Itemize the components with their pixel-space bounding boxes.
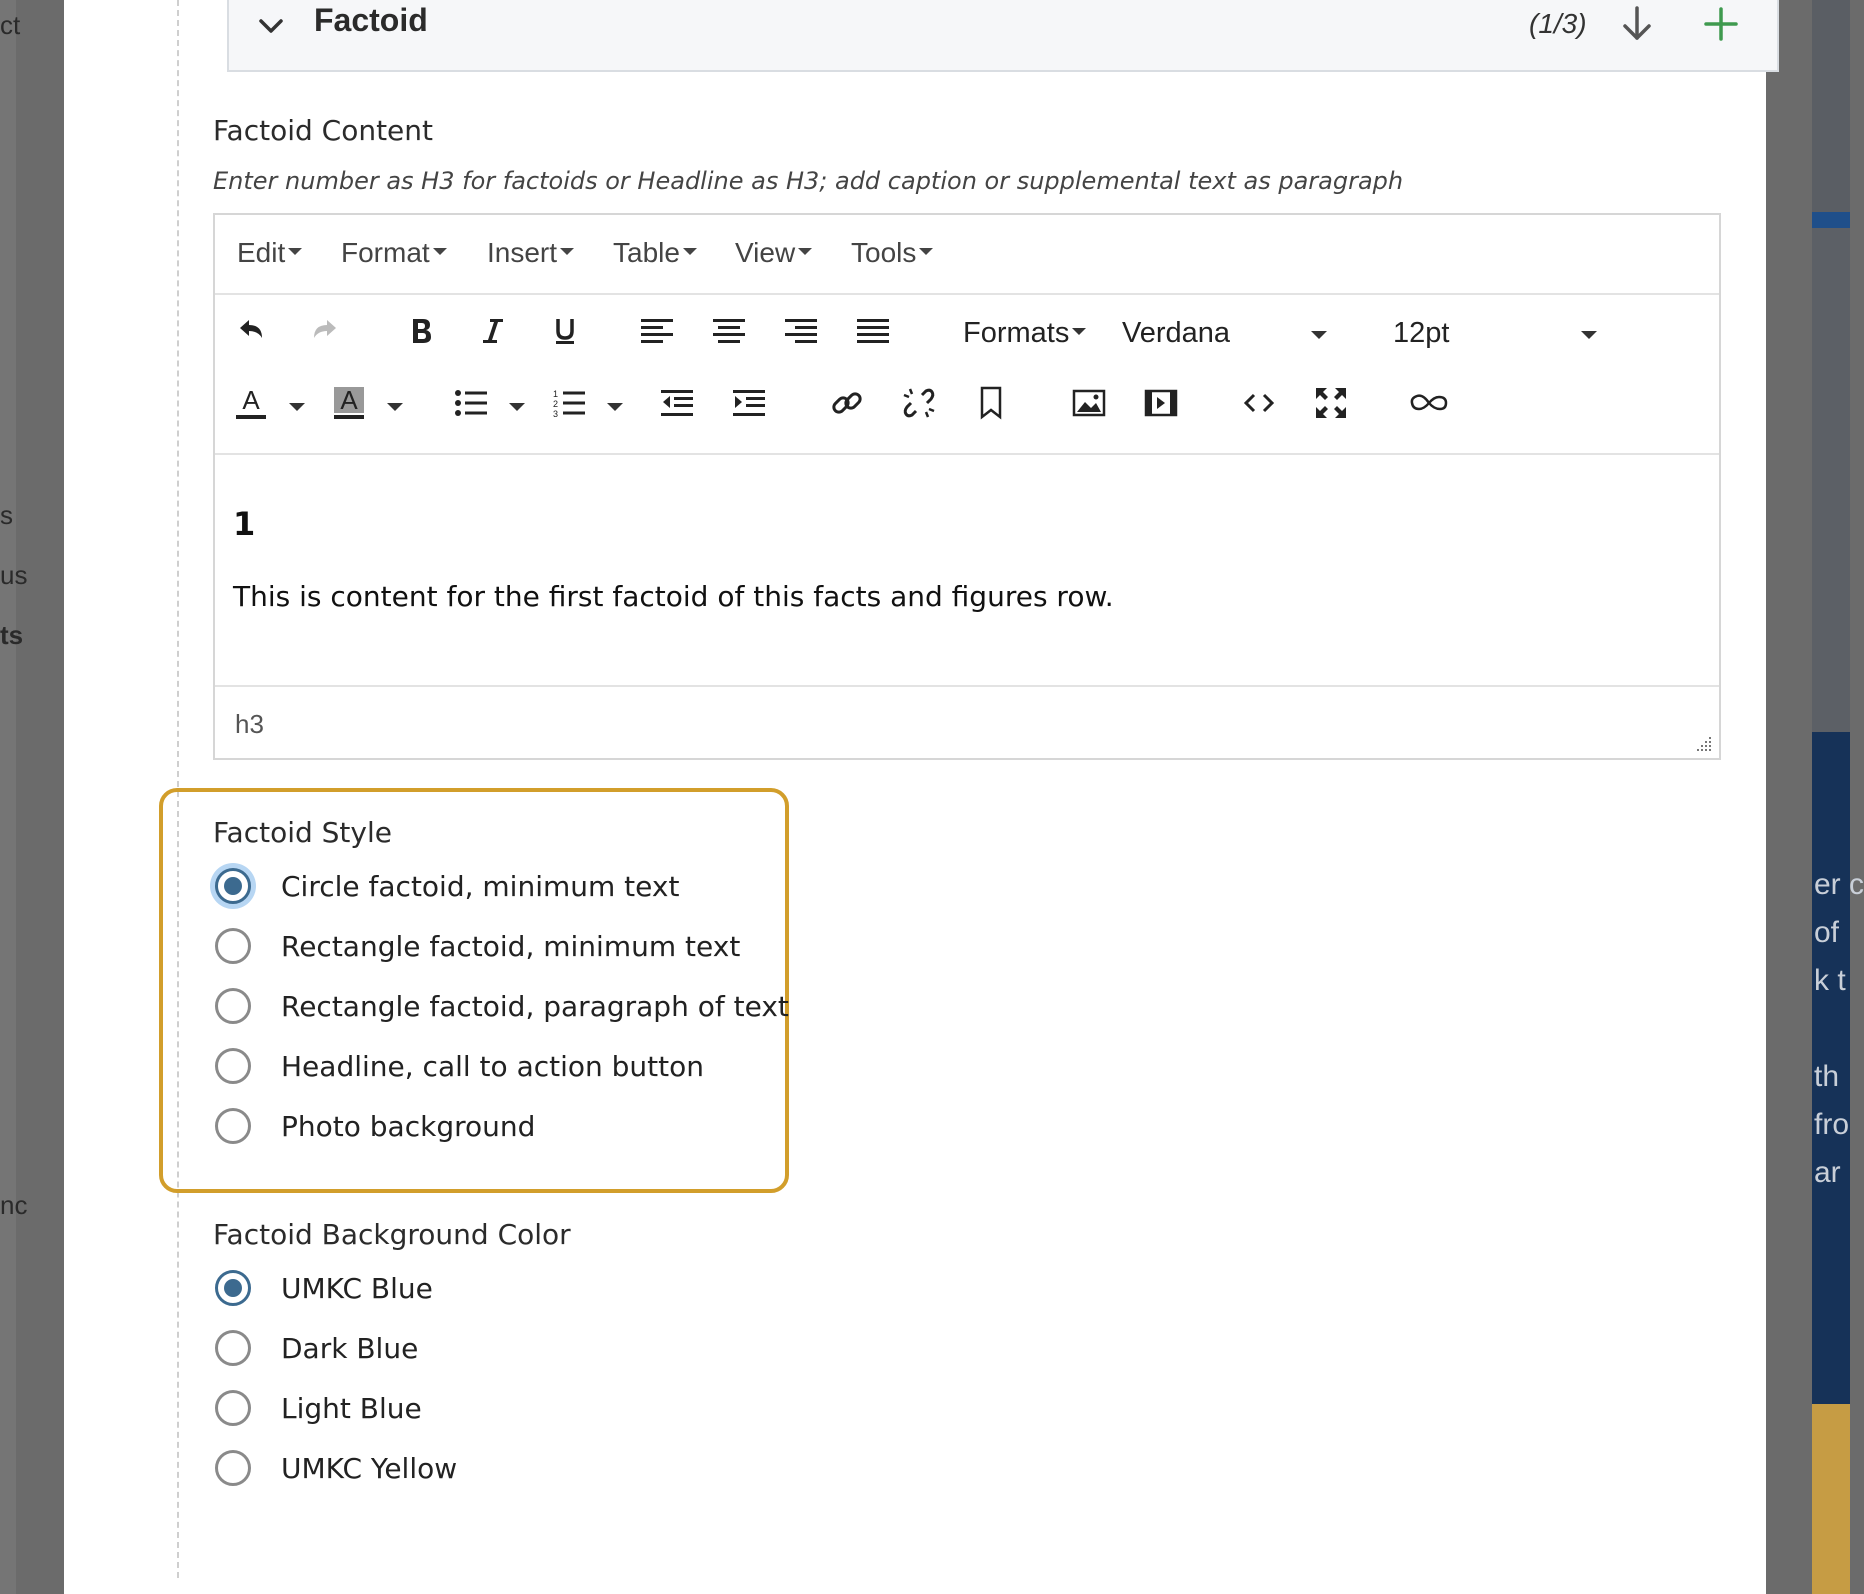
fullscreen-icon: [1314, 386, 1348, 420]
radio-button[interactable]: [215, 1108, 251, 1144]
align-right-button[interactable]: [779, 309, 823, 353]
background-text-fragment: s: [0, 500, 13, 530]
radio-dark-blue[interactable]: [215, 1323, 418, 1373]
radio-label: UMKC Blue: [281, 1271, 433, 1305]
rich-text-editor: [213, 213, 1721, 760]
text-color-icon: [234, 385, 268, 421]
radio-umkc-yellow[interactable]: [215, 1443, 457, 1493]
background-panel: [1812, 1404, 1850, 1594]
element-path[interactable]: h3: [235, 709, 264, 739]
background-panel: [1812, 228, 1850, 732]
svg-text:2: 2: [553, 399, 559, 409]
background-text-fragment: k t: [1814, 964, 1846, 997]
menu-table[interactable]: [613, 237, 697, 269]
underline-button[interactable]: [543, 309, 587, 353]
radio-light-blue[interactable]: [215, 1383, 422, 1433]
factoid-style-label: Factoid Style: [213, 816, 392, 849]
italic-icon: [478, 316, 508, 346]
radio-button[interactable]: [215, 1048, 251, 1084]
bold-icon: [406, 316, 436, 346]
radio-button[interactable]: [215, 1390, 251, 1426]
redo-icon: [310, 316, 340, 346]
source-code-button[interactable]: [1237, 381, 1281, 425]
svg-text:3: 3: [553, 409, 559, 419]
editor-content-area[interactable]: [215, 455, 1719, 698]
menu-view[interactable]: [735, 237, 812, 269]
background-text-fragment: fro: [1814, 1108, 1850, 1141]
background-panel: [1812, 0, 1850, 212]
accordion-title: Factoid: [314, 2, 428, 38]
anchor-link-button[interactable]: [1407, 381, 1451, 425]
caret-down-icon: [433, 248, 447, 255]
content-paragraph: This is content for the first factoid of this facts and figures row.: [233, 580, 1114, 613]
remove-link-button[interactable]: [897, 381, 941, 425]
radio-rectangle-minimum[interactable]: [215, 921, 740, 971]
radio-button[interactable]: [215, 928, 251, 964]
font-family-value: Verdana: [1122, 317, 1231, 349]
underline-icon: [550, 316, 580, 346]
indent-icon: [732, 388, 766, 418]
bold-button[interactable]: [399, 309, 443, 353]
editor-menubar: [215, 215, 1719, 295]
radio-button[interactable]: [215, 1330, 251, 1366]
background-accent-bar: [1812, 212, 1850, 228]
radio-button[interactable]: [215, 988, 251, 1024]
numbered-list-caret-icon[interactable]: [607, 403, 623, 411]
menu-table-label: Table: [613, 237, 680, 268]
radio-label: Dark Blue: [281, 1331, 419, 1365]
numbered-list-button[interactable]: [547, 381, 591, 425]
align-justify-icon: [856, 316, 890, 346]
formats-dropdown-label: Formats: [963, 317, 1070, 349]
menu-insert[interactable]: [487, 237, 574, 269]
content-heading: 1: [233, 505, 256, 543]
resize-grip-icon[interactable]: [1695, 735, 1713, 753]
background-color-icon: [332, 385, 366, 421]
radio-label: Rectangle factoid, minimum text: [281, 929, 741, 963]
caret-down-icon: [560, 248, 574, 255]
caret-down-icon: [683, 248, 697, 255]
menu-format[interactable]: [341, 237, 447, 269]
fullscreen-button[interactable]: [1309, 381, 1353, 425]
outdent-button[interactable]: [655, 381, 699, 425]
infinity-link-icon: [1409, 388, 1449, 418]
numbered-list-icon: [552, 388, 586, 418]
image-icon: [1072, 388, 1106, 418]
background-text-fragment: ar: [1814, 1156, 1841, 1189]
code-icon: [1242, 388, 1276, 418]
background-text-fragment: us: [0, 560, 28, 590]
background-text-fragment: er c: [1814, 868, 1864, 901]
align-left-button[interactable]: [635, 309, 679, 353]
indent-button[interactable]: [727, 381, 771, 425]
background-color-button[interactable]: [327, 381, 371, 425]
background-color-glyph: A: [340, 385, 358, 415]
caret-down-icon: [798, 248, 812, 255]
insert-image-button[interactable]: [1067, 381, 1111, 425]
factoid-content-help: Enter number as H3 for factoids or Headline as H3; add caption or supplemental text as paragraph: [213, 167, 1404, 195]
formats-dropdown[interactable]: [963, 317, 1086, 350]
text-color-caret-icon[interactable]: [289, 403, 305, 411]
background-text-fragment: of: [1814, 916, 1840, 949]
radio-label: Light Blue: [281, 1391, 422, 1425]
radio-label: UMKC Yellow: [281, 1451, 458, 1485]
factoid-accordion-header[interactable]: [227, 0, 1779, 72]
bullet-list-icon: [454, 388, 488, 418]
font-size-value: 12pt: [1393, 317, 1450, 349]
radio-button-checked[interactable]: [215, 868, 251, 904]
insert-link-button[interactable]: [825, 381, 869, 425]
justify-button[interactable]: [851, 309, 895, 353]
unlink-icon: [902, 386, 936, 420]
font-family-caret-icon[interactable]: [1311, 331, 1327, 339]
text-color-glyph: A: [242, 385, 260, 415]
menu-insert-label: Insert: [487, 237, 558, 268]
item-counter: (1/3): [1529, 8, 1587, 39]
align-right-icon: [784, 316, 818, 346]
background-text-fragment: ts: [0, 620, 24, 650]
bookmark-icon: [978, 386, 1004, 420]
menu-format-label: Format: [341, 237, 430, 268]
bullet-list-caret-icon[interactable]: [509, 403, 525, 411]
undo-button[interactable]: [229, 309, 273, 353]
arrow-down-icon[interactable]: [1617, 4, 1657, 44]
radio-label: Circle factoid, minimum text: [281, 869, 680, 903]
caret-down-icon: [288, 248, 302, 255]
radio-button-checked[interactable]: [215, 1270, 251, 1306]
menu-edit-label: Edit: [237, 237, 286, 268]
menu-tools-label: Tools: [851, 237, 917, 268]
font-family-select[interactable]: [1122, 317, 1342, 350]
radio-circle-factoid[interactable]: [215, 861, 679, 911]
caret-down-icon: [919, 248, 933, 255]
italic-button[interactable]: [471, 309, 515, 353]
radio-label: Photo background: [281, 1109, 536, 1143]
align-center-icon: [712, 316, 746, 346]
background-app-left: [0, 0, 28, 1594]
menu-tools[interactable]: [851, 237, 933, 269]
background-text-fragment: nc: [0, 1190, 28, 1220]
link-icon: [830, 386, 864, 420]
align-center-button[interactable]: [707, 309, 751, 353]
radio-rectangle-paragraph[interactable]: [215, 981, 789, 1031]
editor-statusbar: [215, 685, 1719, 760]
text-color-button[interactable]: [229, 381, 273, 425]
video-icon: [1144, 388, 1178, 418]
redo-button[interactable]: [303, 309, 347, 353]
outdent-icon: [660, 388, 694, 418]
undo-icon: [236, 316, 266, 346]
plus-icon[interactable]: [1701, 4, 1741, 44]
bookmark-button[interactable]: [969, 381, 1013, 425]
font-size-caret-icon[interactable]: [1581, 331, 1597, 339]
background-color-caret-icon[interactable]: [387, 403, 403, 411]
radio-umkc-blue[interactable]: [215, 1263, 433, 1313]
editor-toolbar: [215, 295, 1719, 455]
radio-button[interactable]: [215, 1450, 251, 1486]
menu-edit[interactable]: [237, 237, 302, 269]
align-left-icon: [640, 316, 674, 346]
background-text-fragment: ct: [0, 10, 21, 40]
menu-view-label: View: [735, 237, 796, 268]
svg-text:1: 1: [553, 389, 559, 399]
caret-down-icon: [1072, 328, 1086, 335]
font-size-select[interactable]: [1393, 317, 1573, 350]
radio-label: Headline, call to action button: [281, 1049, 705, 1083]
factoid-bg-color-label: Factoid Background Color: [213, 1218, 571, 1251]
radio-headline-cta[interactable]: [215, 1041, 704, 1091]
insert-media-button[interactable]: [1139, 381, 1183, 425]
chevron-down-icon[interactable]: [257, 12, 285, 40]
factoid-content-label: Factoid Content: [213, 114, 434, 147]
radio-photo-background[interactable]: [215, 1101, 535, 1151]
background-app-right: [1812, 0, 1864, 1594]
radio-label: Rectangle factoid, paragraph of text: [281, 989, 789, 1023]
bullet-list-button[interactable]: [449, 381, 493, 425]
background-text-fragment: th: [1814, 1060, 1840, 1093]
